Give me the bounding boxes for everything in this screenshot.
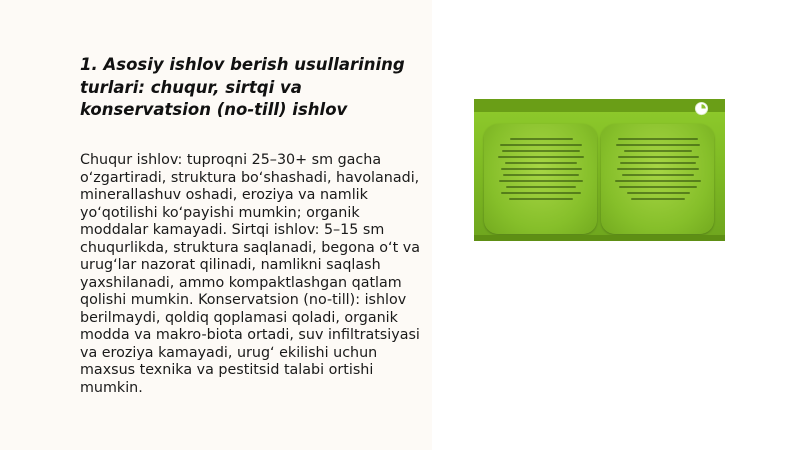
slide-image	[474, 99, 725, 241]
image-card-left	[484, 124, 597, 234]
slide-body-text: Chuqur ishlov: tuproqni 25–30+ sm gacha oʻzgartiradi, struktura boʻshashadi, havolanadi, minerallashuv oshadi, eroziya va namlik yoʻqotilishi koʻpayishi mumkin; organik moddalar kamayadi. Sirtqi ishlov: 5–15 sm chuqurlikda, struktura saqlanadi, begona oʻt va urugʻlar nazorat qilinadi, namlikni saqlash yaxshilanadi, ammo kompaktlashgan qatlam qolishi mumkin. Konservatsion (no-till): ishlov berilmaydi, qoldiq qoplamasi qoladi, organik modda va makro-biota ortadi, suv infiltratsiyasi va eroziya kamayadi, urugʻ ekilishi uchun maxsus texnika va pestitsid talabi ortishi mumkin.	[80, 152, 420, 396]
image-bottom-bar	[474, 235, 725, 241]
image-top-bar	[474, 99, 725, 112]
clock-icon	[694, 101, 709, 116]
image-card-left-text	[496, 138, 586, 204]
slide-title: 1. Asosiy ishlov berish usullarining turlari: chuqur, sirtqi va konservatsion (no-till) ishlov	[80, 55, 405, 119]
image-card-right-text	[613, 138, 703, 204]
image-card-right	[601, 124, 714, 234]
